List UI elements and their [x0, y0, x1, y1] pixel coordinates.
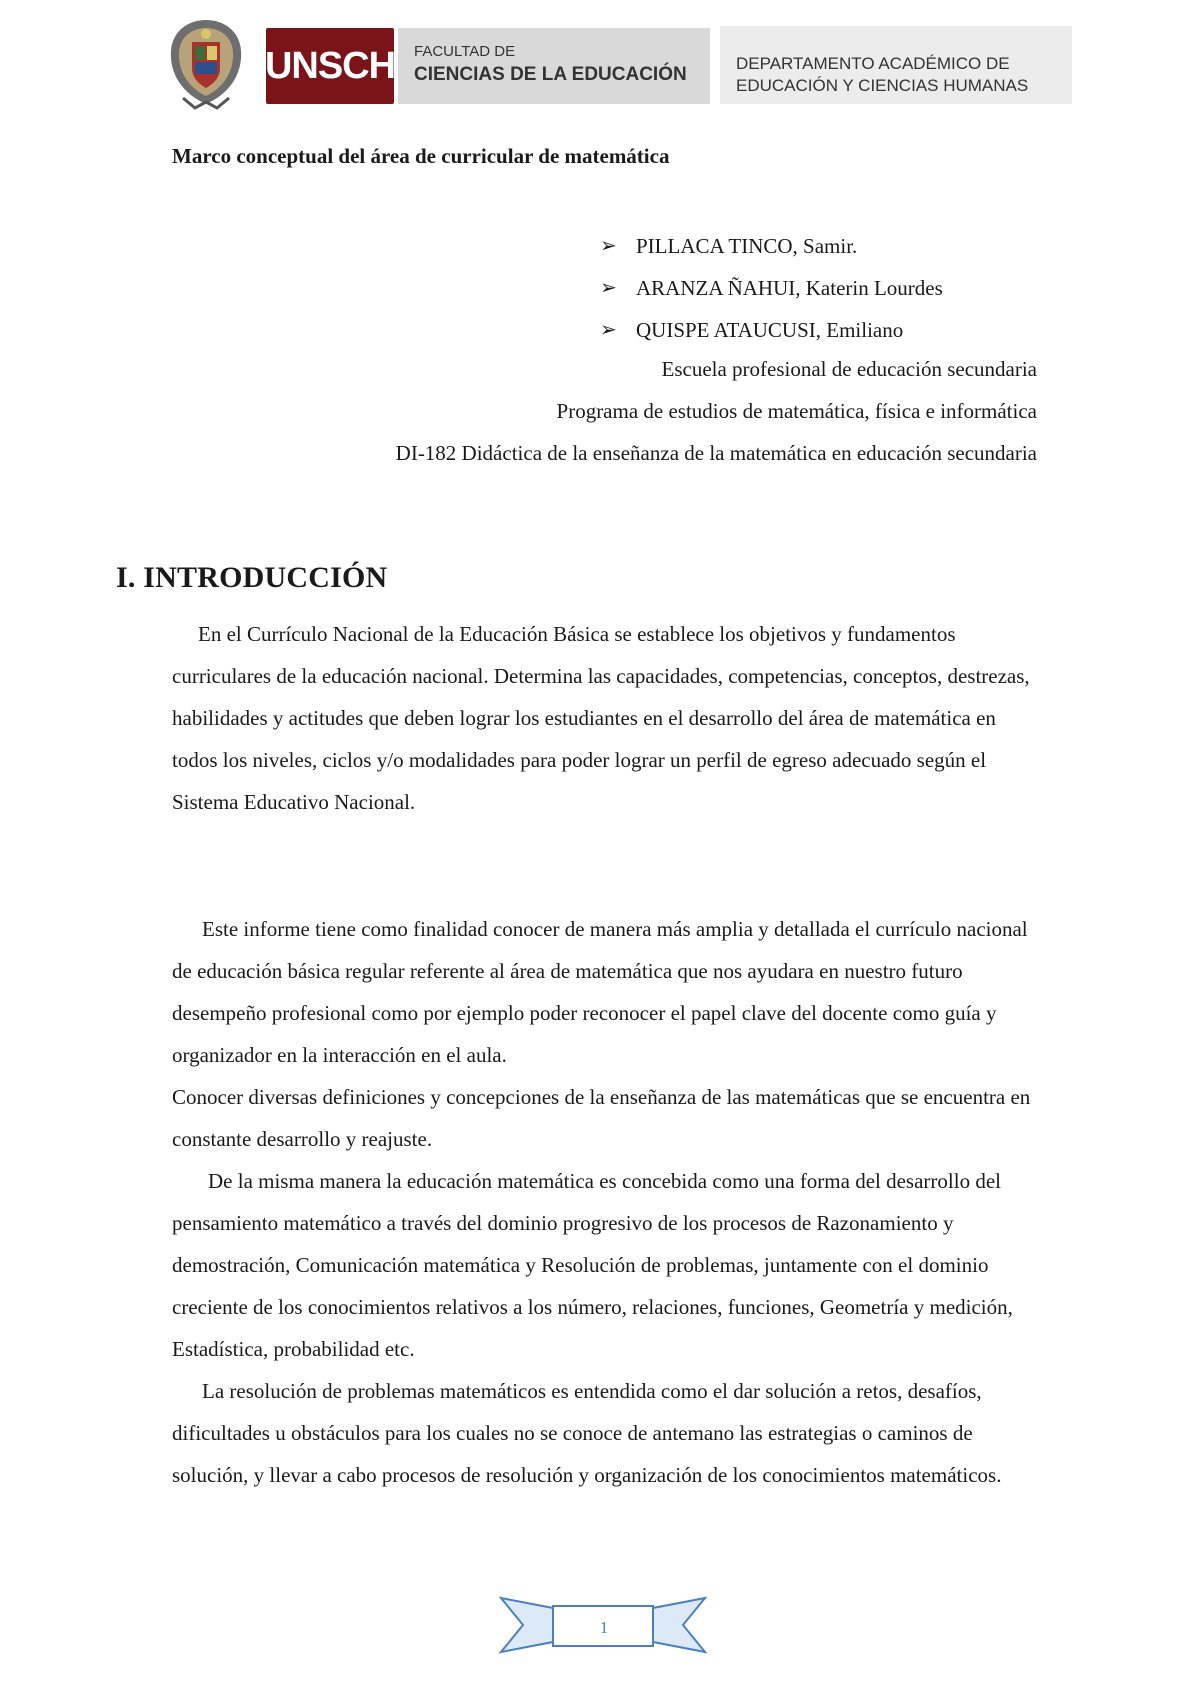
section-heading: I. INTRODUCCIÓN: [116, 561, 388, 594]
author-name: ARANZA ÑAHUI, Katerin Lourdes: [636, 276, 943, 300]
course-name: DI-182 Didáctica de la enseñanza de la matemática en educación secundaria: [395, 441, 1037, 465]
author-name: PILLACA TINCO, Samir.: [636, 234, 858, 258]
paragraph-text: La resolución de problemas matemáticos es entendida como el dar solución a retos, desafíos, dificultades u obstáculos para los cuales no se conoce de antemano las estrategias o caminos de solución, y llevar a cabo procesos de resolución y organización de los conocimientos matemáticos.: [172, 1379, 1002, 1487]
paragraph-text: De la misma manera la educación matemática es concebida como una forma del desarrollo del pensamiento matemático a través del dominio progresivo de los procesos de Razonamiento y demostración, Comunicación matemática y Resolución de problemas, juntamente con el dominio creciente de los conocimientos relativos a los número, relaciones, funciones, Geometría y medición, Estadística, probabilidad etc.: [172, 1169, 1013, 1361]
document-title: Marco conceptual del área de curricular de matemática: [172, 144, 670, 168]
page-header: [0, 0, 1200, 120]
school-name: Escuela profesional de educación secundaria: [661, 357, 1037, 381]
author-list: [600, 225, 943, 351]
arrowhead-bullet-icon: ➢: [600, 235, 617, 257]
author-item: [600, 225, 943, 267]
faculty-label: FACULTAD DE: [414, 43, 516, 60]
paragraph-text: Este informe tiene como finalidad conocer de manera más amplia y detallada el currículo nacional de educación básica regular referente al área de matemática que nos ayudara en nuestro futuro desempeño profesional como por ejemplo poder reconocer el papel clave del docente como guía y organizador en la interacción en el aula.: [172, 917, 1028, 1067]
author-item: [600, 267, 943, 309]
university-seal-icon: [165, 16, 247, 112]
paragraph-text: Conocer diversas definiciones y concepciones de la enseñanza de las matemáticas que se encuentra en constante desarrollo y reajuste.: [172, 1085, 1031, 1151]
page-number: 1: [599, 1618, 609, 1637]
department-line-2: EDUCACIÓN Y CIENCIAS HUMANAS: [736, 76, 1029, 95]
document-meta: [396, 348, 1037, 474]
paragraph-group: [172, 908, 1042, 1496]
faculty-name: CIENCIAS DE LA EDUCACIÓN: [414, 64, 687, 85]
author-name: QUISPE ATAUCUSI, Emiliano: [636, 318, 904, 342]
unsch-logo: UNSCH: [266, 28, 394, 104]
department-line-1: DEPARTAMENTO ACADÉMICO DE: [736, 54, 1010, 73]
paragraph-text: En el Currículo Nacional de la Educación Básica se establece los objetivos y fundamentos curriculares de la educación nacional. Determina las capacidades, competencias, conceptos, destrezas, habilidades y actitudes que deben lograr los estudiantes en el desarrollo del área de matemática en todos los niveles, ciclos y/o modalidades para poder lograr un perfil de egreso adecuado según el Sistema Educativo Nacional.: [172, 622, 1030, 814]
faculty-banner: [398, 28, 710, 104]
author-item: [600, 309, 943, 351]
department-banner: [720, 26, 1072, 104]
arrowhead-bullet-icon: ➢: [600, 277, 617, 299]
paragraph: [172, 613, 1042, 823]
program-name: Programa de estudios de matemática, física e informática: [556, 399, 1037, 423]
arrowhead-bullet-icon: ➢: [600, 319, 617, 341]
